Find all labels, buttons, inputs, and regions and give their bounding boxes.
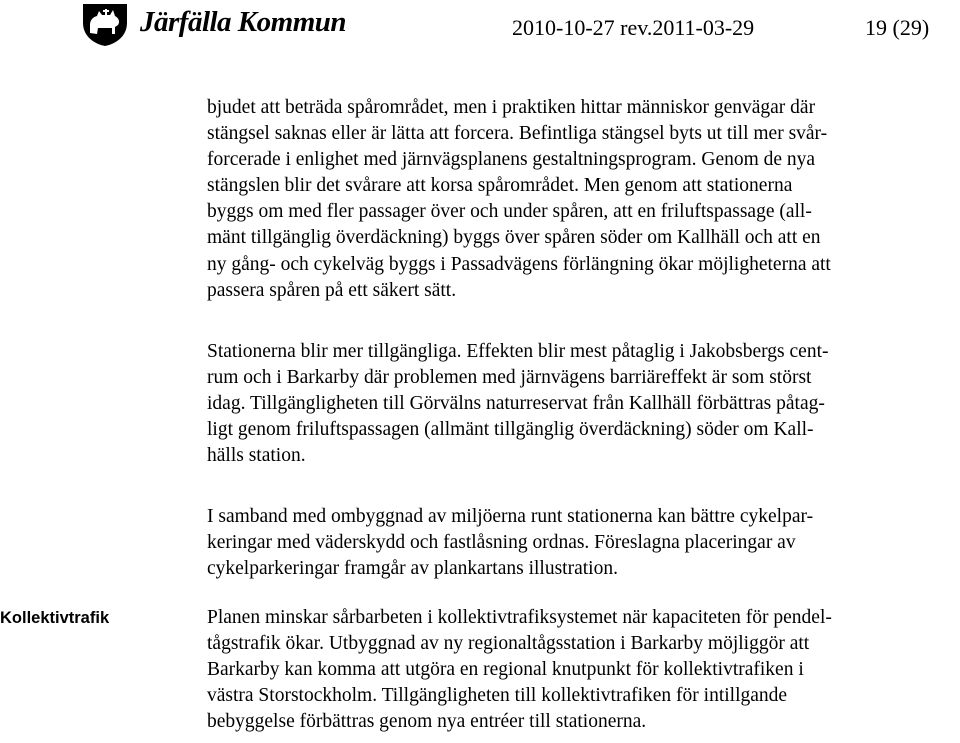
text-line: forcerade i enlighet med järnvägsplanens gestaltningsprogram. Genom de nya xyxy=(207,149,816,171)
text-line: tågstrafik ökar. Utbyggnad av ny regionaltågsstation i Barkarby möjliggör att xyxy=(207,633,810,655)
text-line: hälls station. xyxy=(207,445,306,467)
text-line: keringar med väderskydd och fastlåsning ordnas. Föreslagna placeringar av xyxy=(207,532,796,554)
document-date: 2010-10-27 rev.2011-03-29 xyxy=(512,15,755,40)
text-line: Planen minskar sårbarbeten i kollektivtrafiksystemet när kapaciteten för pendel- xyxy=(207,607,832,628)
text-line: passera spåren på ett säkert sätt. xyxy=(207,279,457,301)
paragraph-station-accessibility xyxy=(207,339,960,469)
text-line: rum och i Barkarby där problemen med järnvägens barriäreffekt är som störst xyxy=(207,367,812,389)
text-line: bebyggelse förbättras genom nya entréer till stationerna. xyxy=(207,711,647,733)
text-line: idag. Tillgängligheten till Görvälns naturreservat från Kallhäll förbättras påtag- xyxy=(207,393,825,415)
page-header xyxy=(0,0,960,50)
text-line: byggs om med fler passager över och under spåren, att en friluftspassage (all- xyxy=(207,201,812,223)
page-number: 19 (29) xyxy=(865,15,930,40)
text-line: ligt genom friluftspassagen (allmänt tillgänglig överdäckning) söder om Kall- xyxy=(207,419,814,441)
text-line: Barkarby kan komma att utgöra en regional knutpunkt för kollektivtrafiken i xyxy=(207,659,804,681)
text-line: cykelparkeringar framgår av plankartans illustration. xyxy=(207,558,618,580)
text-line: bjudet att beträda spårområdet, men i praktiken hittar människor genvägar där xyxy=(207,97,816,118)
paragraph-public-transport xyxy=(207,605,960,735)
section-heading-kollektivtrafik: Kollektivtrafik xyxy=(0,609,110,627)
text-line: mänt tillgänglig överdäckning) byggs över spåren söder om Kallhäll och att en xyxy=(207,227,821,249)
paragraph-bicycle-parking xyxy=(207,504,960,582)
text-line: västra Storstockholm. Tillgängligheten till kollektivtrafiken för intillgande xyxy=(207,685,788,707)
municipal-coat-of-arms-icon xyxy=(82,3,128,47)
text-line: stängslen blir det svårare att korsa spårområdet. Men genom att stationerna xyxy=(207,175,793,197)
logo-wordmark: Järfälla Kommun xyxy=(140,6,347,38)
text-line: Stationerna blir mer tillgängliga. Effekten blir mest påtaglig i Jakobsbergs cent- xyxy=(207,341,829,362)
text-line: stängsel saknas eller är lätta att forcera. Befintliga stängsel byts ut till mer svår- xyxy=(207,123,828,145)
text-line: I samband med ombyggnad av miljöerna runt stationerna kan bättre cykelpar- xyxy=(207,506,814,527)
text-line: ny gång- och cykelväg byggs i Passadvägens förlängning ökar möjligheterna att xyxy=(207,253,831,275)
paragraph-barriers xyxy=(207,95,960,304)
